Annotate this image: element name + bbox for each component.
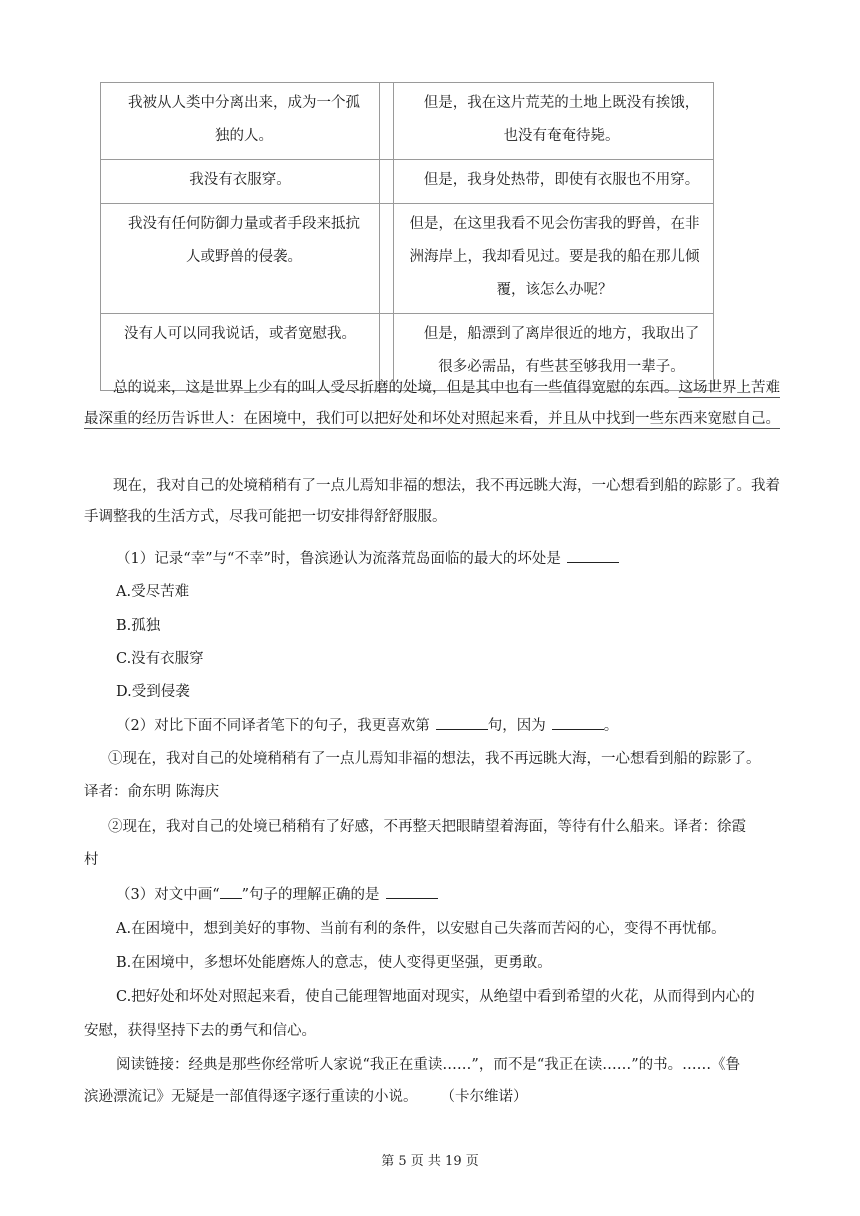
question-2-stem: （2）对比下面不同译者笔下的句子，我更喜欢第 句，因为 。 — [116, 711, 816, 742]
q3-option-b[interactable]: B.在困境中，多想坏处能磨炼人的意志，使人变得更坚强，更勇敢。 — [116, 955, 552, 971]
passage-paragraph-2 — [84, 471, 784, 533]
table-row — [101, 83, 714, 160]
table-cell-bad: 我没有任何防御力量或者手段来抵抗人或野兽的侵袭。 — [101, 204, 380, 314]
table-cell-good: 但是，船漂到了离岸很近的地方，我取出了很多必需品，有些甚至够我用一辈子。 — [394, 314, 714, 391]
passage-paragraph-1 — [84, 373, 784, 435]
q2-item-2-cont: 村 — [84, 852, 99, 868]
q1-option-d[interactable]: D.受到侵袭 — [116, 684, 190, 700]
q1-option-b[interactable]: B.孤独 — [116, 618, 161, 634]
table-cell-bad: 我被从人类中分离出来，成为一个孤独的人。 — [101, 83, 380, 160]
reading-link: 阅读链接：经典是那些你经常听人家说“我正在重读……”，而不是“我正在读……”的书。……《鲁 — [116, 1057, 741, 1073]
reading-link-cont: 滨逊漂流记》无疑是一部值得逐字逐行重读的小说。 （卡尔维诺） — [84, 1089, 528, 1105]
q2-item-2: ②现在，我对自己的处境已稍稍有了好感，不再整天把眼睛望着海面，等待有什么船来。译者：徐霞 — [108, 819, 746, 835]
table-cell-bad: 我没有衣服穿。 — [101, 160, 380, 204]
q1-option-a[interactable]: A.受尽苦难 — [116, 584, 190, 600]
q3-option-c[interactable]: C.把好处和坏处对照起来看，使自己能理智地面对现实，从绝望中看到希望的火花，从而得到内心的 — [116, 989, 755, 1005]
answer-blank[interactable] — [552, 715, 604, 730]
question-3-stem: （3）对文中画“ ”句子的理解正确的是 — [116, 880, 816, 911]
underline-mark — [220, 886, 242, 899]
table-cell-good: 但是，我身处热带，即使有衣服也不用穿。 — [394, 160, 714, 204]
q2-item-1: ①现在，我对自己的处境稍稍有了一点儿焉知非福的想法，我不再远眺大海，一心想看到船的踪影了。 — [108, 751, 761, 767]
q3-option-c-cont: 安慰，获得坚持下去的勇气和信心。 — [84, 1023, 316, 1039]
table-cell-good: 但是，在这里我看不见会伤害我的野兽，在非洲海岸上，我却看见过。要是我的船在那儿倾覆，该怎么办呢？ — [394, 204, 714, 314]
comparison-table — [100, 82, 714, 391]
table-cell-good: 但是，我在这片荒芜的土地上既没有挨饿，也没有奄奄待毙。 — [394, 83, 714, 160]
q3-option-a[interactable]: A.在困境中，想到美好的事物、当前有利的条件，以安慰自己失落而苦闷的心，变得不再忧郁。 — [116, 921, 726, 937]
question-1-stem: （1）记录“幸”与“不幸”时，鲁滨逊认为流落荒岛面临的最大的坏处是 — [116, 544, 816, 575]
page-footer: 第 5 页 共 19 页 — [381, 1154, 479, 1169]
passage-text: 现在，我对自己的处境稍稍有了一点儿焉知非福的想法，我不再远眺大海，一心想看到船的踪影了。我着手调整我的生活方式，尽我可能把一切安排得舒舒服服。 — [84, 478, 780, 525]
answer-blank[interactable] — [567, 548, 619, 563]
answer-blank[interactable] — [386, 884, 438, 899]
table-row — [101, 204, 714, 314]
table-row — [101, 160, 714, 204]
table-cell-bad: 没有人可以同我说话，或者宽慰我。 — [101, 314, 380, 391]
q2-item-1-translator: 译者：俞东明 陈海庆 — [84, 784, 220, 800]
answer-blank[interactable] — [436, 715, 488, 730]
q1-option-c[interactable]: C.没有衣服穿 — [116, 651, 204, 667]
passage-text: 总的说来，这是世界上少有的叫人受尽折磨的处境，但是其中也有一些值得宽慰的东西。 — [113, 380, 679, 396]
underlined-sentence: 这场世界上苦难最深重的经历告诉世人：在困境中，我们可以把好处和坏处对照起来看，并且从中找到一些东西来宽慰自己。 — [84, 380, 780, 427]
